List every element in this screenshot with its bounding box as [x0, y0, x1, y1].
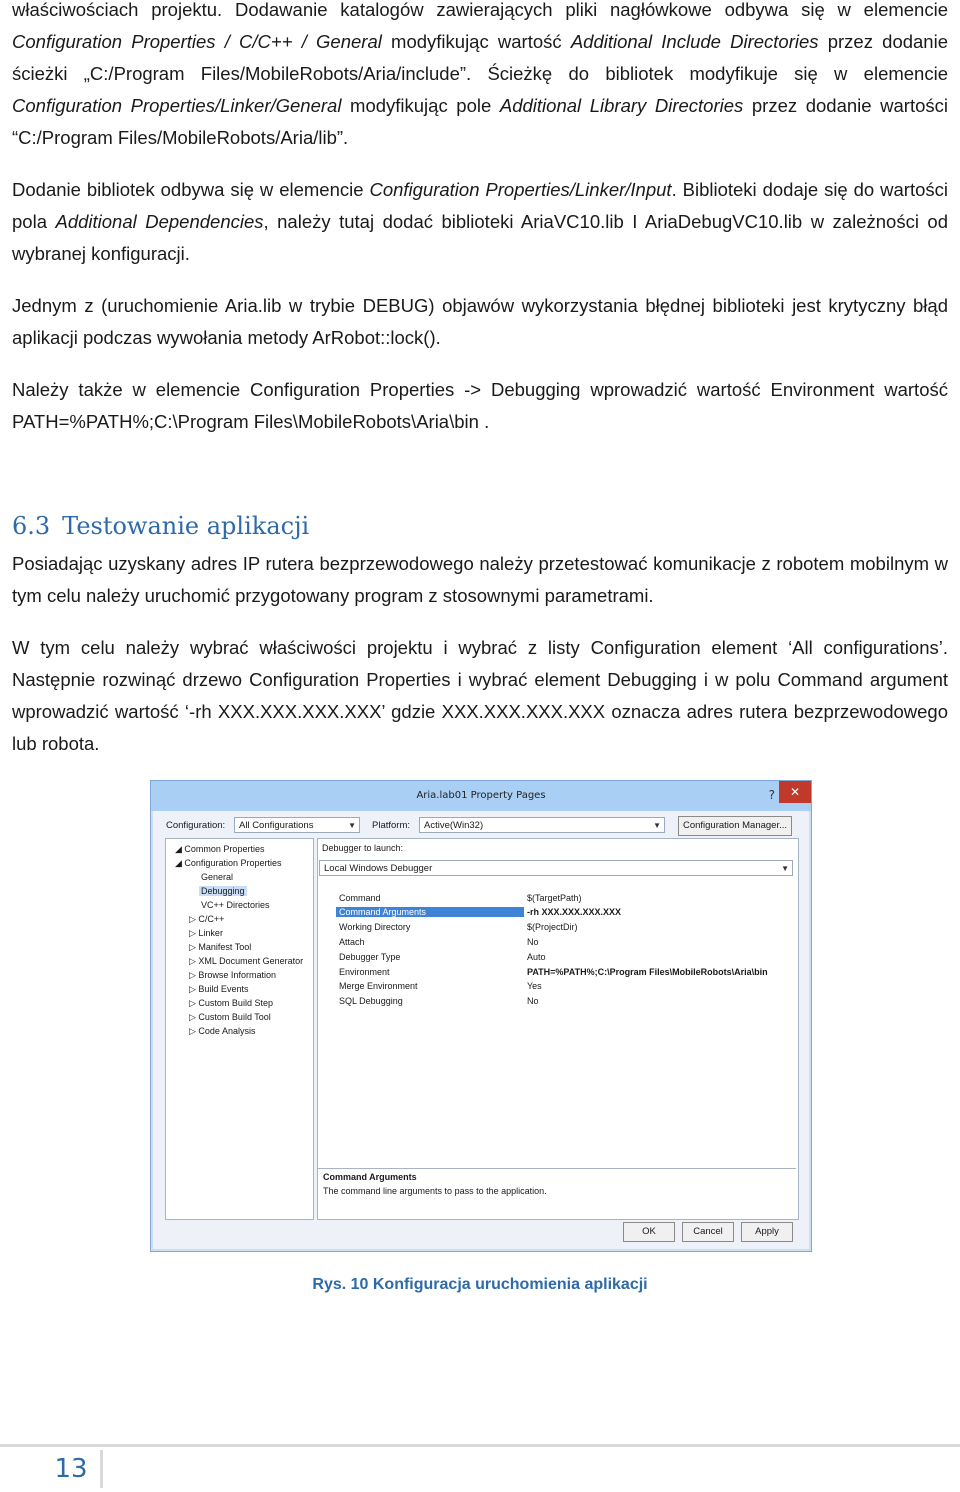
property-row-command-arguments[interactable] — [334, 906, 792, 920]
property-value: Yes — [527, 981, 542, 991]
platform-value: Active(Win32) — [424, 820, 484, 831]
tree-item-manifest-tool[interactable]: ▷ Manifest Tool — [189, 942, 252, 952]
description-text: The command line arguments to pass to the application. — [323, 1186, 547, 1196]
configuration-manager-button[interactable]: Configuration Manager... — [678, 816, 792, 836]
description-title: Command Arguments — [323, 1172, 417, 1182]
property-row-environment[interactable] — [334, 966, 792, 980]
close-icon[interactable]: ✕ — [779, 781, 811, 803]
paragraph-environment: Należy także w elemencie Configuration Properties -> Debugging wprowadzić wartość Environment wartość PATH=%PATH%;C:\Program Files\MobileRobots\Aria\bin . — [12, 379, 948, 432]
property-key: SQL Debugging — [339, 996, 403, 1006]
property-row-command[interactable] — [334, 892, 792, 906]
property-row-attach[interactable] — [334, 936, 792, 950]
italic-run: Additional Dependencies — [55, 211, 264, 232]
property-key: Environment — [339, 967, 390, 977]
italic-run: Additional Include Directories — [570, 31, 819, 52]
italic-run: Configuration Properties/Linker/General — [12, 95, 342, 116]
ok-button[interactable]: OK — [623, 1222, 675, 1242]
property-value: $(TargetPath) — [527, 893, 582, 903]
property-key: Debugger Type — [339, 952, 401, 962]
text-run: modyfikując pole — [341, 95, 500, 116]
tree-item-debugging[interactable]: Debugging — [201, 886, 245, 896]
text-run: . Biblioteki dodaje się do wartości pola — [12, 179, 948, 232]
configuration-select[interactable] — [234, 817, 360, 833]
tree-item-cpp[interactable]: ▷ C/C++ — [189, 914, 225, 924]
platform-select[interactable] — [419, 817, 665, 833]
italic-run: Configuration Properties/Linker/Input — [369, 179, 672, 200]
page-number: 13 — [42, 1450, 103, 1488]
property-row-merge-environment[interactable] — [334, 980, 792, 994]
tree-item-custom-build-tool[interactable]: ▷ Custom Build Tool — [189, 1012, 271, 1022]
italic-run: Configuration Properties / C/C++ / General — [12, 31, 382, 52]
apply-button[interactable]: Apply — [741, 1222, 793, 1242]
property-key: Working Directory — [339, 922, 411, 932]
configuration-value: All Configurations — [239, 820, 314, 831]
property-row-sql-debugging[interactable] — [334, 995, 792, 1009]
debugger-value: Local Windows Debugger — [324, 863, 433, 874]
debugger-select[interactable] — [319, 860, 793, 876]
tree-item-code-analysis[interactable]: ▷ Code Analysis — [189, 1026, 256, 1036]
footer-divider — [0, 1444, 960, 1447]
tree-item-vc-directories[interactable]: VC++ Directories — [201, 900, 270, 910]
italic-run: Additional Library Directories — [499, 95, 744, 116]
paragraph-include-paths — [12, 0, 948, 154]
chevron-down-icon: ▼ — [781, 864, 789, 873]
text-run: Dodanie bibliotek odbywa się w elemencie — [12, 179, 370, 200]
debugger-label: Debugger to launch: — [322, 843, 404, 853]
platform-label: Platform: — [372, 820, 411, 831]
property-value: PATH=%PATH%;C:\Program Files\MobileRobots\Aria\bin — [527, 967, 768, 977]
property-key: Command — [339, 893, 381, 903]
property-key: Attach — [339, 937, 365, 947]
section-number: 6.3 — [12, 512, 51, 540]
property-value: No — [527, 937, 539, 947]
paragraph-debug-error: Jednym z (uruchomienie Aria.lib w trybie DEBUG) objawów wykorzystania błędnej biblioteki jest krytyczny błąd aplikacji podczas wywołania metody ArRobot::lock(). — [12, 295, 948, 348]
section-heading — [12, 512, 309, 540]
tree-item-custom-build-step[interactable]: ▷ Custom Build Step — [189, 998, 273, 1008]
property-row-debugger-type[interactable] — [334, 951, 792, 965]
figure-caption: Rys. 10 Konfiguracja uruchomienia aplikacji — [312, 1276, 648, 1293]
property-value: Auto — [527, 952, 546, 962]
paragraph-ip-test: Posiadając uzyskany adres IP rutera bezprzewodowego należy przetestować komunikacje z robotem mobilnym w tym celu należy uruchomić przygotowany program z stosownymi parametrami. — [12, 553, 948, 606]
property-value: No — [527, 996, 539, 1006]
tree-item-general[interactable]: General — [201, 872, 234, 882]
configuration-label: Configuration: — [166, 820, 226, 831]
paragraph-libraries — [12, 174, 948, 270]
dialog-title: Aria.lab01 Property Pages — [151, 781, 811, 811]
text-run: , należy tutaj dodać biblioteki AriaVC10.lib I AriaDebugVC10.lib w zależności od wybranej konfiguracji. — [12, 211, 948, 264]
tree-item-browse-information[interactable]: ▷ Browse Information — [189, 970, 276, 980]
property-value: -rh XXX.XXX.XXX.XXX — [527, 907, 622, 917]
chevron-down-icon: ▼ — [653, 821, 661, 830]
property-key: Merge Environment — [339, 981, 418, 991]
paragraph-configuration-steps: W tym celu należy wybrać właściwości projektu i wybrać z listy Configuration element ‘All configurations’. Następnie rozwinąć drzewo Configuration Properties i wybrać element Debugging i w polu Command argument wprowadzić wartość ‘-rh XXX.XXX.XXX.XXX’ gdzie XXX.XXX.XXX.XXX oznacza adres rutera bezprzewodowego lub robota. — [12, 637, 948, 754]
property-key: Command Arguments — [336, 907, 524, 917]
tree-item-xml-document-generator[interactable]: ▷ XML Document Generator — [189, 956, 304, 966]
text-run: przez dodanie ścieżki „C:/Program Files/MobileRobots/Aria/include”. Ścieżkę do bibliotek modyfikuje się w elemencie — [12, 31, 948, 84]
tree-item-common-properties[interactable]: ◢ Common Properties — [175, 844, 265, 854]
property-value: $(ProjectDir) — [527, 922, 578, 932]
property-row-working-directory[interactable] — [334, 921, 792, 935]
tree-item-configuration-properties[interactable]: ◢ Configuration Properties — [175, 858, 282, 868]
section-title: Testowanie aplikacji — [62, 512, 310, 540]
text-run: przez dodanie wartości “C:/Program Files/MobileRobots/Aria/lib”. — [12, 95, 948, 148]
chevron-down-icon: ▼ — [348, 821, 356, 830]
tree-item-build-events[interactable]: ▷ Build Events — [189, 984, 249, 994]
text-run: właściwościach projektu. Dodawanie katalogów zawierających pliki nagłówkowe odbywa się w elemencie — [12, 0, 948, 20]
help-icon[interactable]: ? — [768, 788, 775, 802]
text-run: modyfikując wartość — [381, 31, 571, 52]
cancel-button[interactable]: Cancel — [682, 1222, 734, 1242]
tree-item-linker[interactable]: ▷ Linker — [189, 928, 223, 938]
